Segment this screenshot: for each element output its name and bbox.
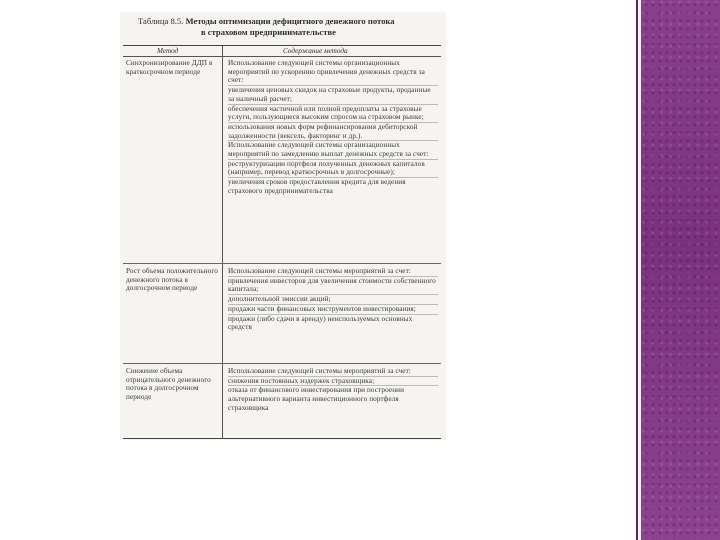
row2-item: привлечения инвесторов для увеличения стоимости собственного капитала;	[228, 277, 438, 295]
row3-item: снижения постоянных издержек страховщика;	[228, 377, 438, 387]
row1-item: обеспечения частичной или полной предоплаты за страховые услуги, пользующиеся высоким спросом на страховом рынке;	[228, 105, 438, 123]
row2-method: Рост объема положительного денежного потока в долгосрочном периоде	[126, 267, 218, 293]
row3-content	[228, 367, 438, 413]
row2-item: продажи (либо сдачи в аренду) неиспользуемых основных средств	[228, 314, 413, 332]
row1-item: использования новых форм рефинансирования дебиторской задолженности (вексель, факторинг и др.).	[228, 123, 438, 141]
row3-method: Снижение объема отрицательного денежного потока в долгосрочном периоде	[126, 367, 211, 402]
row1-item: Использование следующей системы организационных мероприятий по ускорению привлечения денежных средств за счет:	[228, 59, 438, 86]
row-separator	[123, 363, 441, 364]
table-caption	[138, 16, 438, 37]
row1-item: реструктуризации портфеля полученных денежных капиталов (например, перевод краткосрочных в долгосрочные);	[228, 160, 438, 178]
methods-table	[123, 45, 441, 439]
side-divider	[636, 0, 638, 540]
row1-item: Использование следующей системы организационных мероприятий по замедлению выплат денежных средств за счет:	[228, 141, 438, 159]
scanned-table-image	[120, 12, 446, 440]
row-separator	[123, 263, 441, 264]
decorative-side-panel	[641, 0, 720, 540]
row1-item: увеличения ценовых скидок на страховые продукты, проданные за наличный расчет;	[228, 86, 438, 104]
caption-number: Таблица 8.5.	[138, 16, 184, 26]
row2-content	[228, 267, 438, 332]
row2-item: продажи части финансовых инструментов инвестирования;	[228, 305, 438, 315]
column-divider	[222, 46, 223, 438]
header-method: Метод	[157, 47, 179, 55]
row2-item: Использование следующей системы мероприятий за счет:	[228, 267, 438, 277]
row1-item: увеличения сроков предоставления кредита для ведения страхового предпринимательства	[228, 178, 406, 195]
row3-item: отказа от финансового инвестирования при построении альтернативного варианта инвестиционного портфеля страховщика	[228, 386, 405, 412]
header-content: Содержание метода	[283, 47, 348, 55]
row3-item: Использование следующей системы мероприятий за счет:	[228, 367, 438, 377]
table-header	[123, 46, 441, 57]
row1-content	[228, 59, 438, 196]
row1-method: Синхронизирование ДДП в краткосрочном периоде	[126, 59, 213, 76]
row2-item: дополнительной эмиссии акций;	[228, 295, 438, 305]
caption-title-line1: Методы оптимизации дефицитного денежного потока	[185, 16, 395, 26]
caption-title-line2: в страховом предпринимательстве	[201, 26, 336, 37]
